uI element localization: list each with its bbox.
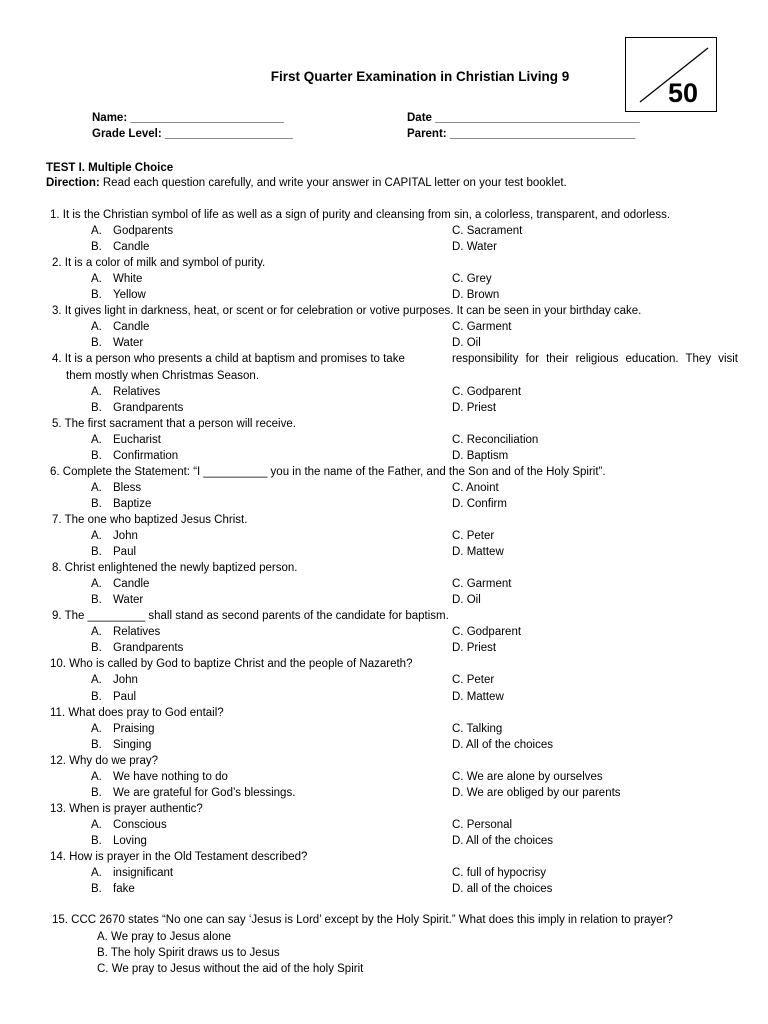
option-text: Praising xyxy=(113,723,155,735)
option-text: Loving xyxy=(113,835,147,847)
option-a xyxy=(91,819,167,831)
option-d: D. We are obliged by our parents xyxy=(452,787,621,799)
option-a xyxy=(91,225,173,237)
direction-label: Direction: xyxy=(46,177,100,189)
option-text: We are grateful for God’s blessings. xyxy=(113,787,296,799)
option-text: Water xyxy=(113,594,144,606)
option-text: White xyxy=(113,273,143,285)
option-a xyxy=(91,273,142,285)
directions xyxy=(46,177,567,189)
option-b xyxy=(91,883,135,895)
option-d: D. all of the choices xyxy=(452,883,553,895)
option-a xyxy=(91,530,138,542)
option-d: D. Mattew xyxy=(452,691,504,703)
question-text-right: responsibility for their religious education. They visit xyxy=(452,353,738,365)
option-a xyxy=(91,867,173,879)
option-letter: B. xyxy=(91,337,102,349)
option-letter: B. xyxy=(91,642,102,654)
option-letter: B. xyxy=(91,241,102,253)
option-b xyxy=(91,691,136,703)
option-letter: A. xyxy=(91,819,102,831)
option-text: Water xyxy=(113,337,144,349)
option-a xyxy=(91,482,141,494)
option-b xyxy=(91,450,178,462)
option-text: Conscious xyxy=(113,819,167,831)
question-text: 6. Complete the Statement: “I __________ you in the name of the Father, and the Son and of the Holy Spirit”. xyxy=(50,466,606,478)
option-letter: A. xyxy=(91,867,102,879)
option-c: C. Personal xyxy=(452,819,513,831)
option-c: C. Talking xyxy=(452,723,503,735)
option-text: Singing xyxy=(113,739,152,751)
option-text: John xyxy=(113,674,138,686)
option-letter: B. xyxy=(91,883,102,895)
option-c: C. Anoint xyxy=(452,482,499,494)
question-text: 4. It is a person who presents a child at baptism and promises to take xyxy=(52,353,405,365)
option-a xyxy=(91,626,160,638)
option-letter: B. xyxy=(91,498,102,510)
option-c: C. Peter xyxy=(452,674,495,686)
option-a: A. We pray to Jesus alone xyxy=(97,931,232,943)
option-b xyxy=(91,337,143,349)
option-d: D. All of the choices xyxy=(452,739,553,751)
option-b xyxy=(91,739,151,751)
option-a xyxy=(91,674,138,686)
option-text: Paul xyxy=(113,691,137,703)
option-letter: A. xyxy=(91,578,102,590)
option-b xyxy=(91,546,136,558)
option-letter: B. xyxy=(91,787,102,799)
option-c: C. Godparent xyxy=(452,626,522,638)
option-c: C. Grey xyxy=(452,273,492,285)
option-b xyxy=(91,498,151,510)
option-d: D. Mattew xyxy=(452,546,504,558)
question-text: 12. Why do we pray? xyxy=(50,755,159,767)
option-letter: A. xyxy=(91,321,102,333)
name-field: Name: ________________________ xyxy=(92,112,284,124)
option-letter: B. xyxy=(91,450,102,462)
option-b xyxy=(91,835,147,847)
question-text: 7. The one who baptized Jesus Christ. xyxy=(52,514,248,526)
option-b xyxy=(91,402,183,414)
option-text: Grandparents xyxy=(113,402,184,414)
section-heading: TEST I. Multiple Choice xyxy=(46,162,174,174)
option-a xyxy=(91,321,149,333)
option-text: fake xyxy=(113,883,135,895)
option-letter: A. xyxy=(91,771,102,783)
option-letter: A. xyxy=(91,225,102,237)
option-letter: B. xyxy=(91,289,102,301)
parent-field: Parent: _____________________________ xyxy=(407,128,636,140)
score-total: 50 xyxy=(668,78,699,108)
option-letter: A. xyxy=(91,674,102,686)
option-text: We have nothing to do xyxy=(113,771,228,783)
option-b xyxy=(91,289,146,301)
option-text: Relatives xyxy=(113,626,161,638)
question-text: 8. Christ enlightened the newly baptized person. xyxy=(52,562,298,574)
option-text: Candle xyxy=(113,321,150,333)
option-text: Grandparents xyxy=(113,642,184,654)
option-c: C. Godparent xyxy=(452,386,522,398)
option-letter: B. xyxy=(91,402,102,414)
option-d: D. Priest xyxy=(452,642,497,654)
option-c: C. Garment xyxy=(452,578,512,590)
option-c: C. full of hypocrisy xyxy=(452,867,546,879)
option-c: C. We are alone by ourselves xyxy=(452,771,603,783)
option-a xyxy=(91,771,228,783)
option-text: Eucharist xyxy=(113,434,161,446)
option-letter: A. xyxy=(91,723,102,735)
score-box xyxy=(625,37,717,112)
question-text: 2. It is a color of milk and symbol of purity. xyxy=(52,257,266,269)
option-c: C. Peter xyxy=(452,530,495,542)
option-a xyxy=(91,386,160,398)
option-text: Paul xyxy=(113,546,137,558)
option-c: C. We pray to Jesus without the aid of the holy Spirit xyxy=(97,963,364,975)
option-b xyxy=(91,241,149,253)
option-letter: A. xyxy=(91,530,102,542)
option-c: C. Reconciliation xyxy=(452,434,539,446)
option-letter: B. xyxy=(91,835,102,847)
question-text: 13. When is prayer authentic? xyxy=(50,803,203,815)
option-d: D. Oil xyxy=(452,337,481,349)
option-text: Candle xyxy=(113,241,150,253)
option-b xyxy=(91,642,183,654)
question-text: 10. Who is called by God to baptize Christ and the people of Nazareth? xyxy=(50,658,413,670)
option-letter: B. xyxy=(91,739,102,751)
option-text: insignificant xyxy=(113,867,174,879)
question-text: 1. It is the Christian symbol of life as well as a sign of purity and cleansing from sin, a colorless, transparent, and odorless. xyxy=(50,209,671,221)
option-c: C. Garment xyxy=(452,321,512,333)
option-text: Godparents xyxy=(113,225,174,237)
question-text: 5. The first sacrament that a person will receive. xyxy=(52,418,296,430)
option-letter: A. xyxy=(91,482,102,494)
option-d: D. All of the choices xyxy=(452,835,553,847)
option-text: Confirmation xyxy=(113,450,179,462)
question-text: 3. It gives light in darkness, heat, or scent or for celebration or votive purposes. It can be seen in your birthday cake. xyxy=(52,305,642,317)
option-letter: A. xyxy=(91,273,102,285)
grade-level-field: Grade Level: ____________________ xyxy=(92,128,293,140)
option-text: John xyxy=(113,530,138,542)
question-text: 15. CCC 2670 states “No one can say ‘Jesus is Lord’ except by the Holy Spirit.” What does this imply in relation to prayer? xyxy=(52,914,673,926)
option-a xyxy=(91,434,161,446)
option-text: Relatives xyxy=(113,386,161,398)
option-letter: A. xyxy=(91,386,102,398)
option-text: Yellow xyxy=(113,289,146,301)
option-d: D. Baptism xyxy=(452,450,509,462)
question-text-continued: them mostly when Christmas Season. xyxy=(66,370,260,382)
option-d: D. Priest xyxy=(452,402,497,414)
option-letter: B. xyxy=(91,594,102,606)
option-a xyxy=(91,578,149,590)
option-a xyxy=(91,723,155,735)
option-d: D. Confirm xyxy=(452,498,507,510)
option-d: D. Oil xyxy=(452,594,481,606)
option-c: C. Sacrament xyxy=(452,225,523,237)
option-letter: A. xyxy=(91,626,102,638)
option-letter: A. xyxy=(91,434,102,446)
exam-title: First Quarter Examination in Christian Living 9 xyxy=(270,69,570,84)
option-text: Bless xyxy=(113,482,142,494)
option-letter: B. xyxy=(91,691,102,703)
date-field: Date ________________________________ xyxy=(407,112,640,124)
option-b xyxy=(91,787,295,799)
question-text: 9. The _________ shall stand as second parents of the candidate for baptism. xyxy=(52,610,449,622)
option-b: B. The holy Spirit draws us to Jesus xyxy=(97,947,280,959)
option-d: D. Water xyxy=(452,241,497,253)
option-b xyxy=(91,594,143,606)
question-text: 11. What does pray to God entail? xyxy=(50,707,224,719)
option-d: D. Brown xyxy=(452,289,500,301)
option-letter: B. xyxy=(91,546,102,558)
option-text: Baptize xyxy=(113,498,152,510)
question-text: 14. How is prayer in the Old Testament described? xyxy=(50,851,308,863)
option-text: Candle xyxy=(113,578,150,590)
direction-text: Read each question carefully, and write your answer in CAPITAL letter on your test booklet. xyxy=(99,177,567,189)
